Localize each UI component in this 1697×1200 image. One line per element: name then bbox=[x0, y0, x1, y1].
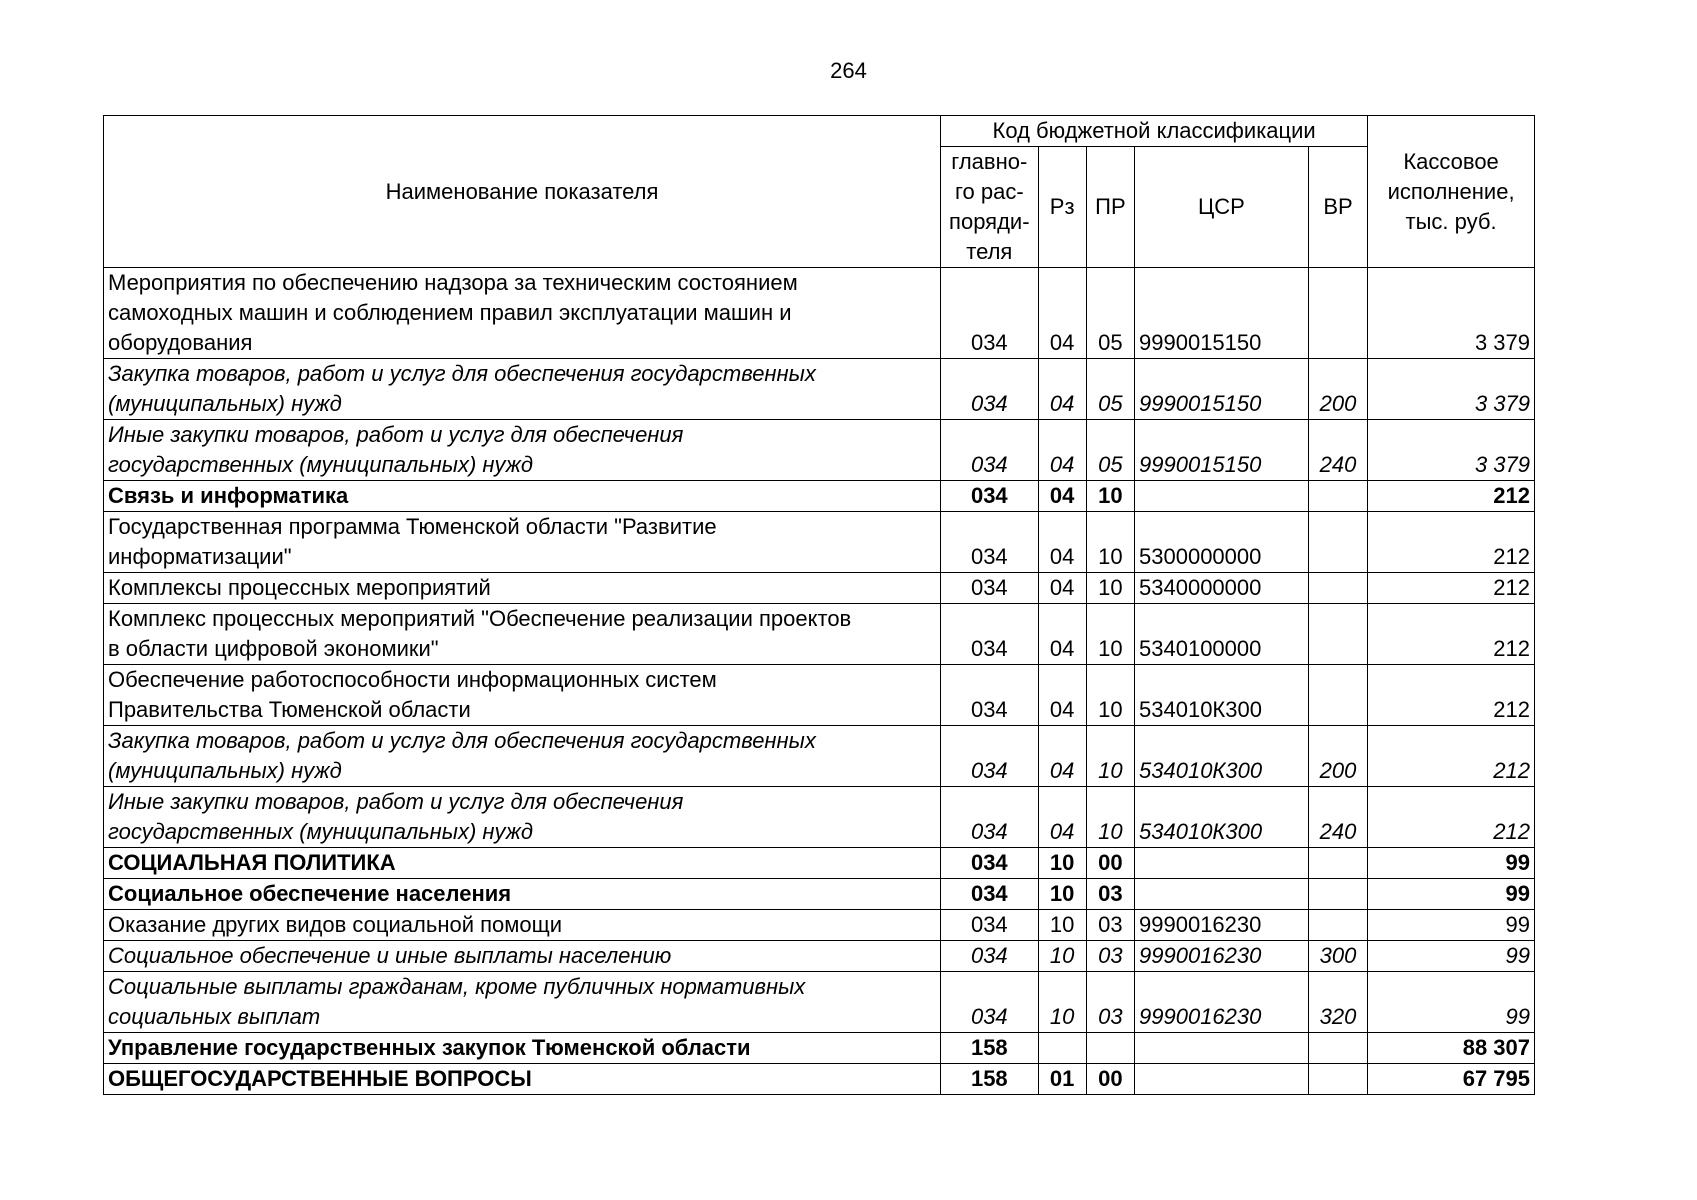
row-pr: 05 bbox=[1086, 359, 1134, 420]
header-code-group: Код бюджетной классификации bbox=[941, 116, 1368, 147]
row-csr: 9990016230 bbox=[1135, 941, 1309, 972]
row-sum: 212 bbox=[1368, 573, 1535, 604]
row-sum: 99 bbox=[1368, 879, 1535, 910]
row-sum: 212 bbox=[1368, 604, 1535, 665]
row-pr: 10 bbox=[1086, 726, 1134, 787]
row-vr bbox=[1308, 1033, 1367, 1064]
row-rz: 10 bbox=[1038, 972, 1086, 1033]
row-csr: 9990016230 bbox=[1135, 910, 1309, 941]
row-rz: 04 bbox=[1038, 481, 1086, 512]
row-glav: 034 bbox=[941, 573, 1038, 604]
row-pr: 10 bbox=[1086, 787, 1134, 848]
row-glav: 034 bbox=[941, 941, 1038, 972]
row-name-line: информатизации" bbox=[108, 544, 292, 569]
row-glav: 034 bbox=[941, 972, 1038, 1033]
row-name bbox=[104, 665, 941, 726]
row-name-line: в области цифровой экономики" bbox=[108, 636, 439, 661]
row-glav: 034 bbox=[941, 879, 1038, 910]
row-name-line: Комплекс процессных мероприятий "Обеспечение реализации проектов bbox=[108, 606, 852, 631]
row-name-line: оборудования bbox=[108, 330, 253, 355]
row-glav: 034 bbox=[941, 359, 1038, 420]
row-sum: 212 bbox=[1368, 481, 1535, 512]
table-row bbox=[104, 848, 1535, 879]
row-csr bbox=[1135, 1064, 1309, 1095]
row-pr: 03 bbox=[1086, 910, 1134, 941]
row-glav: 034 bbox=[941, 512, 1038, 573]
row-name-line: (муниципальных) нужд bbox=[108, 391, 342, 416]
row-rz: 10 bbox=[1038, 879, 1086, 910]
row-rz: 04 bbox=[1038, 573, 1086, 604]
row-name bbox=[104, 420, 941, 481]
row-pr: 05 bbox=[1086, 420, 1134, 481]
row-rz: 01 bbox=[1038, 1064, 1086, 1095]
row-sum: 212 bbox=[1368, 665, 1535, 726]
header-sum-line: тыс. руб. bbox=[1405, 208, 1497, 234]
row-csr: 534010К300 bbox=[1135, 787, 1309, 848]
row-name-line: Закупка товаров, работ и услуг для обеспечения государственных bbox=[108, 361, 816, 386]
page-number: 264 bbox=[830, 58, 867, 83]
row-rz bbox=[1038, 1033, 1086, 1064]
row-vr: 240 bbox=[1308, 420, 1367, 481]
row-csr: 534010К300 bbox=[1135, 726, 1309, 787]
table-row bbox=[104, 573, 1535, 604]
row-name-line: Мероприятия по обеспечению надзора за техническим состоянием bbox=[108, 270, 798, 295]
row-pr: 00 bbox=[1086, 1064, 1134, 1095]
row-glav: 034 bbox=[941, 910, 1038, 941]
row-pr: 00 bbox=[1086, 848, 1134, 879]
row-csr: 9990015150 bbox=[1135, 268, 1309, 359]
row-rz: 04 bbox=[1038, 726, 1086, 787]
row-csr bbox=[1135, 1033, 1309, 1064]
row-pr: 03 bbox=[1086, 941, 1134, 972]
row-rz: 10 bbox=[1038, 910, 1086, 941]
row-name bbox=[104, 848, 941, 879]
row-sum: 212 bbox=[1368, 787, 1535, 848]
row-name-line: Социальные выплаты гражданам, кроме публичных нормативных bbox=[108, 974, 806, 999]
row-name-line: государственных (муниципальных) нужд bbox=[108, 819, 534, 844]
row-vr bbox=[1308, 879, 1367, 910]
row-vr bbox=[1308, 910, 1367, 941]
row-name-line: Оказание других видов социальной помощи bbox=[108, 912, 563, 937]
row-sum: 99 bbox=[1368, 972, 1535, 1033]
row-glav: 034 bbox=[941, 268, 1038, 359]
row-pr: 03 bbox=[1086, 972, 1134, 1033]
row-rz: 04 bbox=[1038, 604, 1086, 665]
row-pr: 10 bbox=[1086, 512, 1134, 573]
table-row bbox=[104, 604, 1535, 665]
row-glav: 034 bbox=[941, 604, 1038, 665]
row-pr: 03 bbox=[1086, 879, 1134, 910]
table-row bbox=[104, 941, 1535, 972]
row-name-line: Иные закупки товаров, работ и услуг для обеспечения bbox=[108, 789, 684, 814]
row-glav: 158 bbox=[941, 1033, 1038, 1064]
header-sum bbox=[1368, 116, 1535, 268]
row-pr: 10 bbox=[1086, 665, 1134, 726]
row-name bbox=[104, 359, 941, 420]
row-vr: 320 bbox=[1308, 972, 1367, 1033]
table-row bbox=[104, 420, 1535, 481]
row-name bbox=[104, 910, 941, 941]
row-name-line: Обеспечение работоспособности информационных систем bbox=[108, 667, 717, 692]
row-csr: 9990015150 bbox=[1135, 359, 1309, 420]
row-name-line: социальных выплат bbox=[108, 1004, 321, 1029]
row-vr bbox=[1308, 604, 1367, 665]
row-glav: 034 bbox=[941, 665, 1038, 726]
row-vr bbox=[1308, 573, 1367, 604]
row-pr: 05 bbox=[1086, 268, 1134, 359]
row-name-line: самоходных машин и соблюдением правил эксплуатации машин и bbox=[108, 300, 792, 325]
row-name-line: ОБЩЕГОСУДАРСТВЕННЫЕ ВОПРОСЫ bbox=[108, 1066, 532, 1091]
header-glav-line: го рас- bbox=[954, 179, 1024, 204]
row-csr bbox=[1135, 481, 1309, 512]
header-pr: ПР bbox=[1086, 147, 1134, 268]
row-name bbox=[104, 481, 941, 512]
row-name bbox=[104, 268, 941, 359]
row-name-line: (муниципальных) нужд bbox=[108, 758, 342, 783]
row-vr: 200 bbox=[1308, 726, 1367, 787]
table-row bbox=[104, 512, 1535, 573]
row-sum: 3 379 bbox=[1368, 359, 1535, 420]
row-sum: 99 bbox=[1368, 848, 1535, 879]
table-row bbox=[104, 910, 1535, 941]
row-name bbox=[104, 604, 941, 665]
row-name-line: СОЦИАЛЬНАЯ ПОЛИТИКА bbox=[108, 850, 396, 875]
row-glav: 034 bbox=[941, 420, 1038, 481]
row-name-line: Комплексы процессных мероприятий bbox=[108, 575, 491, 600]
table-row bbox=[104, 359, 1535, 420]
row-pr: 10 bbox=[1086, 573, 1134, 604]
row-name bbox=[104, 941, 941, 972]
row-csr: 5340100000 bbox=[1135, 604, 1309, 665]
row-csr: 534010К300 bbox=[1135, 665, 1309, 726]
row-sum: 3 379 bbox=[1368, 420, 1535, 481]
row-pr bbox=[1086, 1033, 1134, 1064]
row-name bbox=[104, 726, 941, 787]
row-name-line: Социальное обеспечение населения bbox=[108, 881, 512, 906]
header-glav-line: поряди- bbox=[949, 209, 1030, 234]
row-glav: 158 bbox=[941, 1064, 1038, 1095]
row-vr bbox=[1308, 1064, 1367, 1095]
row-name bbox=[104, 1064, 941, 1095]
row-rz: 04 bbox=[1038, 268, 1086, 359]
row-rz: 10 bbox=[1038, 848, 1086, 879]
header-glav-line: главно- bbox=[951, 149, 1028, 174]
header-glav bbox=[941, 147, 1038, 268]
row-name bbox=[104, 787, 941, 848]
table-row bbox=[104, 972, 1535, 1033]
row-name bbox=[104, 879, 941, 910]
table-header bbox=[104, 116, 1535, 268]
table-row bbox=[104, 665, 1535, 726]
row-name-line: государственных (муниципальных) нужд bbox=[108, 452, 534, 477]
row-name bbox=[104, 512, 941, 573]
header-sum-line: Кассовое bbox=[1403, 148, 1499, 174]
row-rz: 04 bbox=[1038, 665, 1086, 726]
budget-table bbox=[103, 115, 1535, 1095]
header-csr: ЦСР bbox=[1135, 147, 1309, 268]
row-csr bbox=[1135, 879, 1309, 910]
header-sum-line: исполнение, bbox=[1387, 178, 1515, 204]
row-pr: 10 bbox=[1086, 481, 1134, 512]
row-vr bbox=[1308, 481, 1367, 512]
row-rz: 10 bbox=[1038, 941, 1086, 972]
table-row bbox=[104, 726, 1535, 787]
row-csr: 5300000000 bbox=[1135, 512, 1309, 573]
row-rz: 04 bbox=[1038, 512, 1086, 573]
row-name bbox=[104, 972, 941, 1033]
row-vr: 240 bbox=[1308, 787, 1367, 848]
row-sum: 99 bbox=[1368, 941, 1535, 972]
row-pr: 10 bbox=[1086, 604, 1134, 665]
row-sum: 3 379 bbox=[1368, 268, 1535, 359]
row-csr: 9990015150 bbox=[1135, 420, 1309, 481]
row-sum: 88 307 bbox=[1368, 1033, 1535, 1064]
row-glav: 034 bbox=[941, 481, 1038, 512]
row-name-line: Государственная программа Тюменской области "Развитие bbox=[108, 514, 717, 539]
row-vr bbox=[1308, 268, 1367, 359]
row-csr bbox=[1135, 848, 1309, 879]
table-row bbox=[104, 787, 1535, 848]
row-sum: 99 bbox=[1368, 910, 1535, 941]
row-rz: 04 bbox=[1038, 787, 1086, 848]
row-vr bbox=[1308, 665, 1367, 726]
row-sum: 212 bbox=[1368, 512, 1535, 573]
row-name-line: Связь и информатика bbox=[108, 483, 349, 508]
row-name bbox=[104, 1033, 941, 1064]
header-glav-line: теля bbox=[966, 239, 1013, 264]
row-name-line: Закупка товаров, работ и услуг для обеспечения государственных bbox=[108, 728, 816, 753]
table-body bbox=[104, 268, 1535, 1095]
row-sum: 67 795 bbox=[1368, 1064, 1535, 1095]
row-rz: 04 bbox=[1038, 359, 1086, 420]
row-glav: 034 bbox=[941, 726, 1038, 787]
row-name bbox=[104, 573, 941, 604]
row-vr bbox=[1308, 848, 1367, 879]
row-sum: 212 bbox=[1368, 726, 1535, 787]
row-glav: 034 bbox=[941, 848, 1038, 879]
row-glav: 034 bbox=[941, 787, 1038, 848]
header-name: Наименование показателя bbox=[104, 116, 941, 268]
table-row bbox=[104, 1064, 1535, 1095]
row-name-line: Управление государственных закупок Тюменской области bbox=[108, 1035, 751, 1060]
row-vr bbox=[1308, 512, 1367, 573]
table-row bbox=[104, 1033, 1535, 1064]
header-vr: ВР bbox=[1308, 147, 1367, 268]
row-vr: 200 bbox=[1308, 359, 1367, 420]
table-row bbox=[104, 481, 1535, 512]
row-csr: 5340000000 bbox=[1135, 573, 1309, 604]
header-rz: Рз bbox=[1038, 147, 1086, 268]
row-rz: 04 bbox=[1038, 420, 1086, 481]
row-name-line: Социальное обеспечение и иные выплаты населению bbox=[108, 943, 672, 968]
row-name-line: Правительства Тюменской области bbox=[108, 697, 471, 722]
row-csr: 9990016230 bbox=[1135, 972, 1309, 1033]
row-name-line: Иные закупки товаров, работ и услуг для обеспечения bbox=[108, 422, 684, 447]
row-vr: 300 bbox=[1308, 941, 1367, 972]
table-row bbox=[104, 879, 1535, 910]
table-row bbox=[104, 268, 1535, 359]
